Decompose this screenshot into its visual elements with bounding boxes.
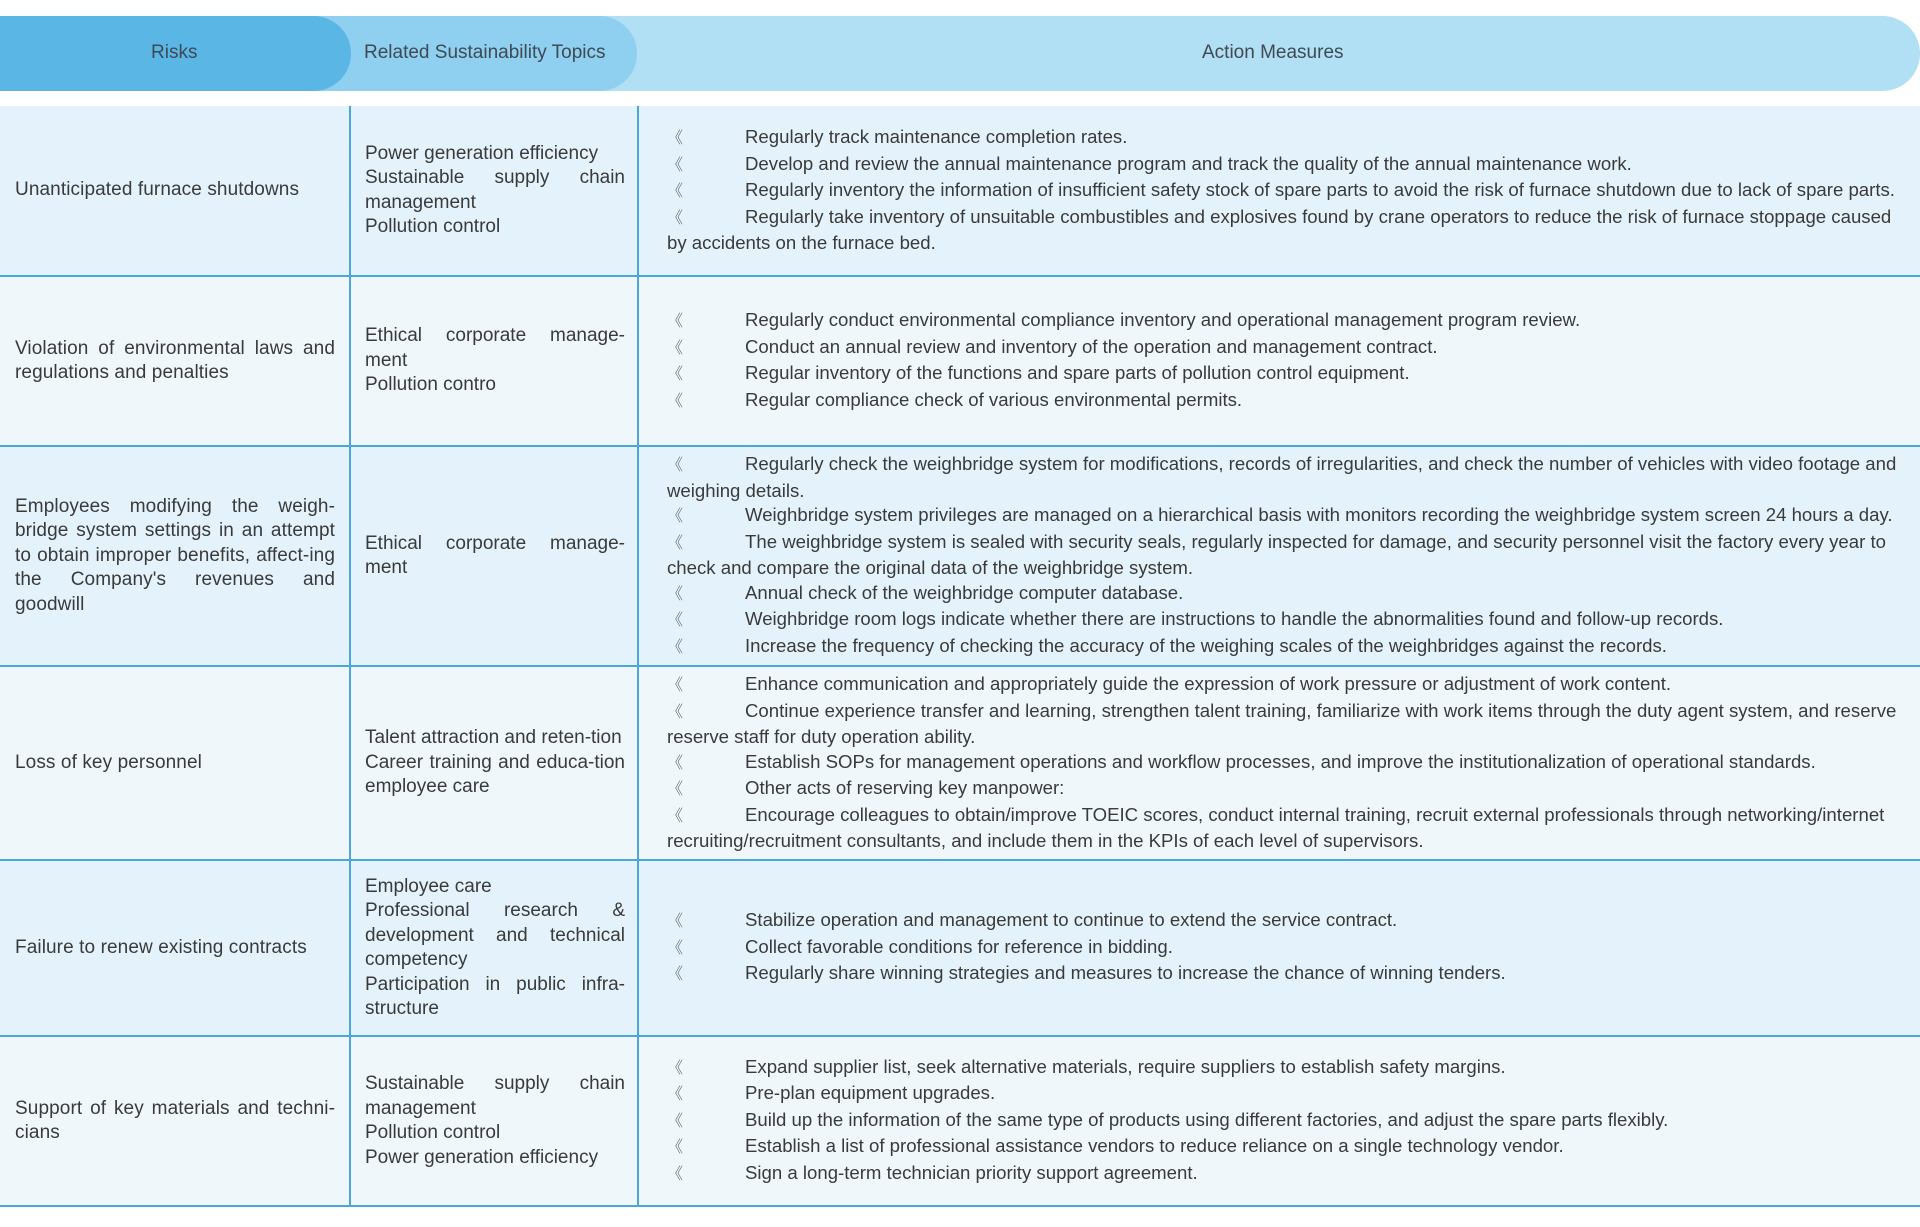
action-item: [667, 803, 1905, 854]
action-item: [667, 581, 1905, 608]
bullet-icon: 《: [667, 703, 684, 721]
action-item: [667, 308, 1905, 335]
actions-cell: [637, 447, 1920, 665]
action-text: Sign a long-term technician priority support agreement.: [745, 1161, 1198, 1183]
bullet-icon: 《: [667, 781, 684, 799]
actions-cell: [637, 667, 1920, 859]
action-item: [667, 1055, 1905, 1082]
action-item: [667, 1134, 1905, 1161]
bullet-icon: 《: [667, 754, 684, 772]
topics-cell: [349, 106, 637, 275]
risk-cell: [0, 667, 349, 859]
table-row: [0, 667, 1920, 861]
action-text: Regular compliance check of various environmental permits.: [745, 388, 1243, 410]
topic-item: Sustainable supply chain management: [365, 1073, 625, 1119]
topics-cell: [349, 277, 637, 445]
action-item: [667, 361, 1905, 388]
actions-cell: [637, 277, 1920, 445]
actions-list: [667, 672, 1905, 854]
action-text: Continue experience transfer and learning, strengthen talent training, familiarize with work items through the duty agent system, and reserve reserve staff for duty operation ability.: [667, 699, 1897, 748]
action-text: Enhance communication and appropriately guide the expression of work pressure or adjustment of work content.: [745, 673, 1672, 695]
risk-text: Violation of environmental laws and regulations and penalties: [15, 337, 335, 383]
bullet-icon: 《: [667, 366, 684, 383]
actions-cell: [637, 1037, 1920, 1205]
bullet-icon: 《: [667, 1059, 684, 1077]
risk-cell: [0, 447, 349, 665]
bullet-icon: 《: [667, 1139, 684, 1157]
actions-list: [667, 1055, 1905, 1188]
topics-cell: [349, 861, 637, 1035]
bullet-icon: 《: [667, 939, 684, 957]
actions-list: [667, 452, 1905, 660]
bullet-icon: 《: [667, 585, 684, 603]
bullet-icon: 《: [667, 183, 684, 201]
risk-cell: [0, 1037, 349, 1205]
action-text: Stabilize operation and management to continue to extend the service contract.: [745, 909, 1398, 931]
risk-cell: [0, 861, 349, 1035]
action-item: [667, 634, 1905, 661]
topics-list: [365, 875, 625, 1022]
topic-item: Participation in public infra-structure: [365, 973, 625, 1019]
header-risks: [0, 16, 351, 91]
action-text: Build up the information of the same type of products using different factories, and adjust the spare parts flexibly.: [745, 1108, 1669, 1130]
actions-list: [667, 308, 1905, 414]
bullet-icon: 《: [667, 209, 684, 227]
topic-item: Sustainable supply chain management: [365, 167, 625, 213]
topics-list: [365, 726, 625, 800]
bullet-icon: 《: [667, 807, 684, 825]
action-item: [667, 178, 1905, 205]
action-text: Regularly share winning strategies and measures to increase the chance of winning tenders.: [745, 962, 1506, 984]
topics-list: [365, 324, 625, 398]
action-text: Collect favorable conditions for reference in bidding.: [745, 935, 1173, 957]
table-row: [0, 861, 1920, 1037]
topics-cell: [349, 1037, 637, 1205]
topics-list: [365, 532, 625, 581]
risk-cell: [0, 106, 349, 275]
action-item: [667, 152, 1905, 179]
action-item: [667, 672, 1905, 699]
bullet-icon: 《: [667, 392, 684, 410]
bullet-icon: 《: [667, 1086, 684, 1104]
action-text: Establish SOPs for management operations and workflow processes, and improve the institutionalization of operational standards.: [745, 750, 1816, 772]
action-text: Regularly conduct environmental compliance inventory and operational management program review.: [745, 309, 1581, 330]
topic-item: Career training and educa-tion employee care: [365, 751, 625, 798]
table-row: [0, 447, 1920, 667]
topics-list: [365, 142, 625, 240]
risk-cell: [0, 277, 349, 445]
actions-list: [667, 908, 1905, 988]
risk-text: Failure to renew existing contracts: [15, 936, 307, 958]
topic-item: Power generation efficiency: [365, 142, 599, 164]
header-action-measures-label: Action Measures: [1202, 42, 1344, 63]
action-item: [667, 1161, 1905, 1188]
action-text: Encourage colleagues to obtain/improve TOEIC scores, conduct internal training, recruit external professionals through networking/internet recruiting/recruitment consultants, and include them in the KPIs of each level of supervisors.: [667, 803, 1885, 852]
action-text: Establish a list of professional assistance vendors to reduce reliance on a single technology vendor.: [745, 1135, 1564, 1157]
table-row: [0, 106, 1920, 277]
action-item: [667, 530, 1905, 581]
actions-list: [667, 125, 1905, 256]
action-item: [667, 388, 1905, 415]
action-text: Regular inventory of the functions and spare parts of pollution control equipment.: [745, 362, 1410, 383]
action-text: Increase the frequency of checking the accuracy of the weighing scales of the weighbridges against the records.: [745, 634, 1667, 656]
action-item: [667, 125, 1905, 152]
action-item: [667, 935, 1905, 962]
actions-cell: [637, 106, 1920, 275]
action-item: [667, 750, 1905, 777]
action-item: [667, 961, 1905, 988]
action-item: [667, 1108, 1905, 1135]
action-text: Regularly inventory the information of insufficient safety stock of spare parts to avoid the risk of furnace shutdown due to lack of spare parts.: [745, 179, 1895, 201]
table-header: [0, 16, 1920, 91]
bullet-icon: 《: [667, 534, 684, 552]
header-related-topics-label: Related Sustainability Topics: [364, 42, 606, 63]
bullet-icon: 《: [667, 966, 684, 984]
topic-item: Professional research & development and technical competency: [365, 900, 625, 970]
topic-item: Ethical corporate manage-ment: [365, 532, 625, 578]
action-item: [667, 503, 1905, 530]
risk-text: Loss of key personnel: [15, 751, 202, 773]
action-text: Weighbridge system privileges are managed on a hierarchical basis with monitors recording the weighbridge system screen 24 hours a day.: [745, 504, 1893, 525]
table-row: [0, 1037, 1920, 1207]
action-item: [667, 452, 1905, 503]
bullet-icon: 《: [667, 156, 684, 174]
risk-text: Support of key materials and techni-cians: [15, 1097, 335, 1143]
action-text: Other acts of reserving key manpower:: [745, 777, 1065, 799]
bullet-icon: 《: [667, 508, 684, 525]
action-text: The weighbridge system is sealed with security seals, regularly inspected for damage, and security personnel visit the factory every year to check and compare the original data of the weighbridge system.: [667, 530, 1886, 578]
action-text: Regularly check the weighbridge system for modifications, records of irregularities, and check the number of vehicles with video footage and weighing details.: [667, 453, 1897, 501]
action-item: [667, 607, 1905, 634]
action-text: Regularly track maintenance completion rates.: [745, 126, 1128, 148]
bullet-icon: 《: [667, 313, 684, 330]
bullet-icon: 《: [667, 913, 684, 931]
action-text: Pre-plan equipment upgrades.: [745, 1082, 996, 1104]
action-text: Develop and review the annual maintenance program and track the quality of the annual maintenance work.: [745, 152, 1632, 174]
topic-item: Pollution control: [365, 1122, 501, 1143]
header-risks-label: Risks: [151, 42, 198, 63]
bullet-icon: 《: [667, 457, 684, 474]
risk-text: Employees modifying the weigh-bridge system settings in an attempt to obtain improper benefits, affect-ing the Company's revenues and goodwill: [15, 495, 335, 615]
action-text: Regularly take inventory of unsuitable combustibles and explosives found by crane operators to reduce the risk of furnace stoppage caused by accidents on the furnace bed.: [667, 205, 1892, 254]
bullet-icon: 《: [667, 1112, 684, 1130]
action-item: [667, 1081, 1905, 1108]
topic-item: Employee care: [365, 875, 492, 897]
topic-item: Pollution control: [365, 216, 501, 237]
action-item: [667, 776, 1905, 803]
action-item: [667, 335, 1905, 362]
actions-cell: [637, 861, 1920, 1035]
topic-item: Power generation efficiency: [365, 1146, 599, 1168]
bullet-icon: 《: [667, 339, 684, 357]
topic-item: Ethical corporate manage-ment: [365, 325, 625, 371]
action-text: Conduct an annual review and inventory of the operation and management contract.: [745, 335, 1438, 357]
risk-text: Unanticipated furnace shutdowns: [15, 179, 300, 201]
action-item: [667, 699, 1905, 750]
bullet-icon: 《: [667, 677, 684, 695]
action-text: Expand supplier list, seek alternative materials, require suppliers to establish safety margins.: [745, 1055, 1506, 1077]
bullet-icon: 《: [667, 612, 684, 629]
table-row: [0, 277, 1920, 447]
action-text: Weighbridge room logs indicate whether there are instructions to handle the abnormalities found and follow-up records.: [745, 608, 1724, 629]
topics-cell: [349, 447, 637, 665]
bullet-icon: 《: [667, 1165, 684, 1183]
topic-item: Talent attraction and reten-tion: [365, 727, 622, 749]
topics-cell: [349, 667, 637, 859]
bullet-icon: 《: [667, 130, 684, 148]
action-item: [667, 908, 1905, 935]
action-text: Annual check of the weighbridge computer database.: [745, 581, 1184, 603]
action-item: [667, 205, 1905, 256]
topic-item: Pollution contro: [365, 374, 496, 396]
topics-list: [365, 1072, 625, 1170]
bullet-icon: 《: [667, 638, 684, 656]
